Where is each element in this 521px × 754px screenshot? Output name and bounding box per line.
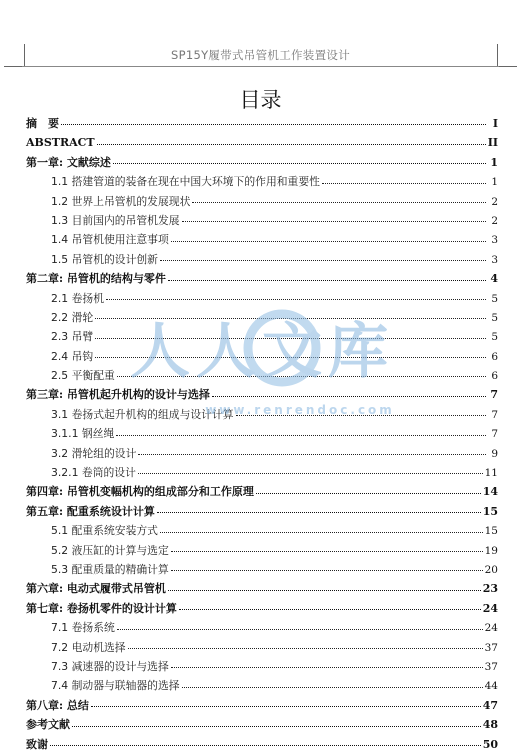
toc-entry-label: 5.2 液压缸的计算与选定 [51, 543, 169, 557]
toc-dot-leader [50, 745, 481, 746]
toc-dot-leader [182, 221, 486, 222]
toc-entry[interactable] [26, 560, 498, 579]
toc-dot-leader [157, 512, 481, 513]
toc-entry-page: 24 [482, 601, 498, 615]
toc-entry-page: 14 [482, 485, 498, 499]
toc-entry-page: 4 [490, 272, 498, 286]
toc-entry-label: 3.1.1 钢丝绳 [51, 427, 115, 441]
toc-entry-page: 1 [491, 176, 498, 189]
toc-dot-leader [106, 299, 486, 300]
toc-entry[interactable] [26, 638, 498, 657]
toc-entry-label: 参考文献 [26, 718, 70, 732]
toc-dot-leader [117, 376, 486, 377]
toc-entry[interactable] [26, 541, 498, 560]
toc-dot-leader [168, 280, 486, 281]
toc-entry[interactable] [26, 114, 498, 133]
toc-dot-leader [322, 183, 486, 184]
toc-dot-leader [91, 706, 481, 707]
toc-entry-page: 9 [491, 447, 498, 460]
toc-entry[interactable] [26, 385, 498, 404]
toc-dot-leader [95, 338, 486, 339]
toc-entry-page: 24 [484, 622, 498, 635]
crop-mark-top-left-h [4, 66, 24, 67]
toc-entry-page: 3 [491, 234, 498, 247]
toc-entry-page: 47 [482, 698, 498, 712]
toc-entry[interactable] [26, 579, 498, 598]
toc-entry[interactable] [26, 618, 498, 637]
toc-entry-page: 5 [491, 292, 498, 305]
toc-entry-label: 7.3 减速器的设计与选择 [51, 659, 169, 673]
toc-dot-leader [171, 570, 483, 571]
toc-dot-leader [192, 202, 486, 203]
toc-entry-label: 2.5 平衡配重 [51, 369, 115, 383]
toc-dot-leader [117, 629, 483, 630]
toc-dot-leader [256, 493, 481, 494]
toc-entry-page: 7 [491, 428, 498, 441]
toc-dot-leader [72, 726, 481, 727]
toc-entry-label: 3.2 滑轮组的设计 [51, 446, 137, 460]
running-header: SP15Y履带式吊管机工作装置设计 [171, 48, 350, 62]
toc-entry-label: 7.1 卷扬系统 [51, 621, 115, 635]
toc-dot-leader [128, 648, 483, 649]
toc-entry[interactable] [26, 521, 498, 540]
toc-dot-leader [160, 532, 483, 533]
table-of-contents [26, 114, 498, 754]
toc-dot-leader [236, 415, 486, 416]
toc-dot-leader [160, 260, 486, 261]
toc-entry-page: 11 [484, 467, 498, 480]
toc-entry-label: 2.1 卷扬机 [51, 291, 104, 305]
toc-dot-leader [61, 124, 486, 125]
toc-dot-leader [113, 163, 486, 164]
toc-dot-leader [97, 144, 486, 145]
header-rule [22, 66, 499, 67]
toc-entry-page: 5 [491, 331, 498, 344]
toc-entry[interactable] [26, 405, 498, 424]
toc-entry-page: II [487, 136, 498, 150]
toc-entry-label: 3.1 卷扬式起升机构的组成与设计计算 [51, 407, 234, 421]
toc-entry[interactable] [26, 230, 498, 249]
toc-entry-label: 1.1 搭建管道的装备在现在中国大环境下的作用和重要性 [51, 175, 320, 189]
toc-entry-page: 20 [484, 563, 498, 576]
toc-dot-leader [116, 435, 486, 436]
toc-entry-page: 1 [490, 155, 498, 169]
watermark-url: www.renrendoc.com [205, 403, 395, 417]
toc-entry[interactable] [26, 289, 498, 308]
toc-entry-page: 37 [484, 641, 498, 654]
toc-entry[interactable] [26, 347, 498, 366]
toc-entry-label: 2.3 吊臂 [51, 330, 94, 344]
toc-entry[interactable] [26, 250, 498, 269]
toc-entry[interactable] [26, 269, 498, 288]
toc-entry-page: 15 [484, 525, 498, 538]
toc-entry-label: 第六章: 电动式履带式吊管机 [26, 582, 166, 596]
watermark-text: 人人文库 [130, 317, 394, 387]
toc-entry[interactable] [26, 211, 498, 230]
toc-entry[interactable] [26, 735, 498, 754]
toc-entry[interactable] [26, 172, 498, 191]
toc-entry[interactable] [26, 696, 498, 715]
toc-entry-label: 1.4 吊管机使用注意事项 [51, 233, 169, 247]
toc-entry-page: 2 [491, 214, 498, 227]
toc-entry[interactable] [26, 424, 498, 443]
toc-entry[interactable] [26, 599, 498, 618]
toc-entry-label: 7.4 制动器与联轴器的选择 [51, 679, 180, 693]
toc-entry[interactable] [26, 482, 498, 501]
toc-entry[interactable] [26, 133, 498, 152]
toc-entry-page: 44 [484, 680, 498, 693]
toc-dot-leader [95, 318, 486, 319]
toc-entry-page: 48 [482, 718, 498, 732]
toc-entry[interactable] [26, 502, 498, 521]
toc-entry-label: 1.2 世界上吊管机的发展现状 [51, 194, 191, 208]
toc-entry-label: 1.3 目前国内的吊管机发展 [51, 213, 180, 227]
toc-entry-page: 50 [482, 737, 498, 751]
toc-dot-leader [171, 667, 483, 668]
toc-entry[interactable] [26, 366, 498, 385]
toc-dot-leader [171, 551, 483, 552]
toc-entry-page: I [492, 117, 498, 130]
toc-dot-leader [182, 687, 483, 688]
toc-entry-label: 摘 要 [26, 117, 59, 130]
toc-entry[interactable] [26, 715, 498, 734]
toc-entry-page: 5 [491, 311, 498, 324]
toc-entry-label: 2.4 吊钩 [51, 349, 94, 363]
crop-mark-top-right-h [497, 66, 517, 67]
toc-dot-leader [171, 241, 486, 242]
toc-dot-leader [212, 396, 486, 397]
toc-entry-page: 3 [491, 253, 498, 266]
toc-entry[interactable] [26, 444, 498, 463]
toc-entry-label: 第八章: 总结 [26, 698, 89, 712]
toc-entry-label: 3.2.1 卷筒的设计 [51, 466, 136, 480]
toc-dot-leader [95, 357, 486, 358]
toc-dot-leader [138, 454, 486, 455]
toc-entry[interactable] [26, 327, 498, 346]
toc-entry-label: 第四章: 吊管机变幅机构的组成部分和工作原理 [26, 485, 254, 499]
toc-entry-label: ABSTRACT [26, 136, 95, 150]
toc-entry-page: 7 [490, 388, 498, 402]
toc-entry-page: 37 [484, 660, 498, 673]
toc-dot-leader [168, 590, 481, 591]
toc-dot-leader [138, 473, 483, 474]
toc-entry[interactable] [26, 192, 498, 211]
toc-entry-label: 第一章: 文献综述 [26, 155, 111, 169]
toc-entry[interactable] [26, 657, 498, 676]
toc-entry-page: 7 [491, 408, 498, 421]
toc-entry-label: 致谢 [26, 737, 48, 751]
toc-entry-page: 19 [484, 544, 498, 557]
toc-entry-label: 第七章: 卷扬机零件的设计计算 [26, 601, 177, 615]
toc-entry-page: 15 [482, 504, 498, 518]
toc-entry-page: 6 [491, 350, 498, 363]
toc-entry[interactable] [26, 153, 498, 172]
toc-entry-page: 2 [491, 195, 498, 208]
toc-dot-leader [179, 609, 481, 610]
toc-title: 目录 [239, 88, 282, 112]
toc-entry-label: 5.1 配重系统安装方式 [51, 524, 158, 538]
toc-entry-label: 第二章: 吊管机的结构与零件 [26, 272, 166, 286]
toc-entry[interactable] [26, 676, 498, 695]
toc-entry-label: 第三章: 吊管机起升机构的设计与选择 [26, 388, 210, 402]
toc-entry-label: 第五章: 配重系统设计计算 [26, 504, 155, 518]
toc-entry-label: 2.2 滑轮 [51, 310, 94, 324]
toc-entry-page: 23 [482, 582, 498, 596]
toc-entry-page: 6 [491, 370, 498, 383]
toc-entry-label: 1.5 吊管机的设计创新 [51, 252, 158, 266]
toc-entry-label: 7.2 电动机选择 [51, 640, 126, 654]
toc-entry-label: 5.3 配重质量的精确计算 [51, 562, 169, 576]
toc-entry[interactable] [26, 308, 498, 327]
toc-entry[interactable] [26, 463, 498, 482]
